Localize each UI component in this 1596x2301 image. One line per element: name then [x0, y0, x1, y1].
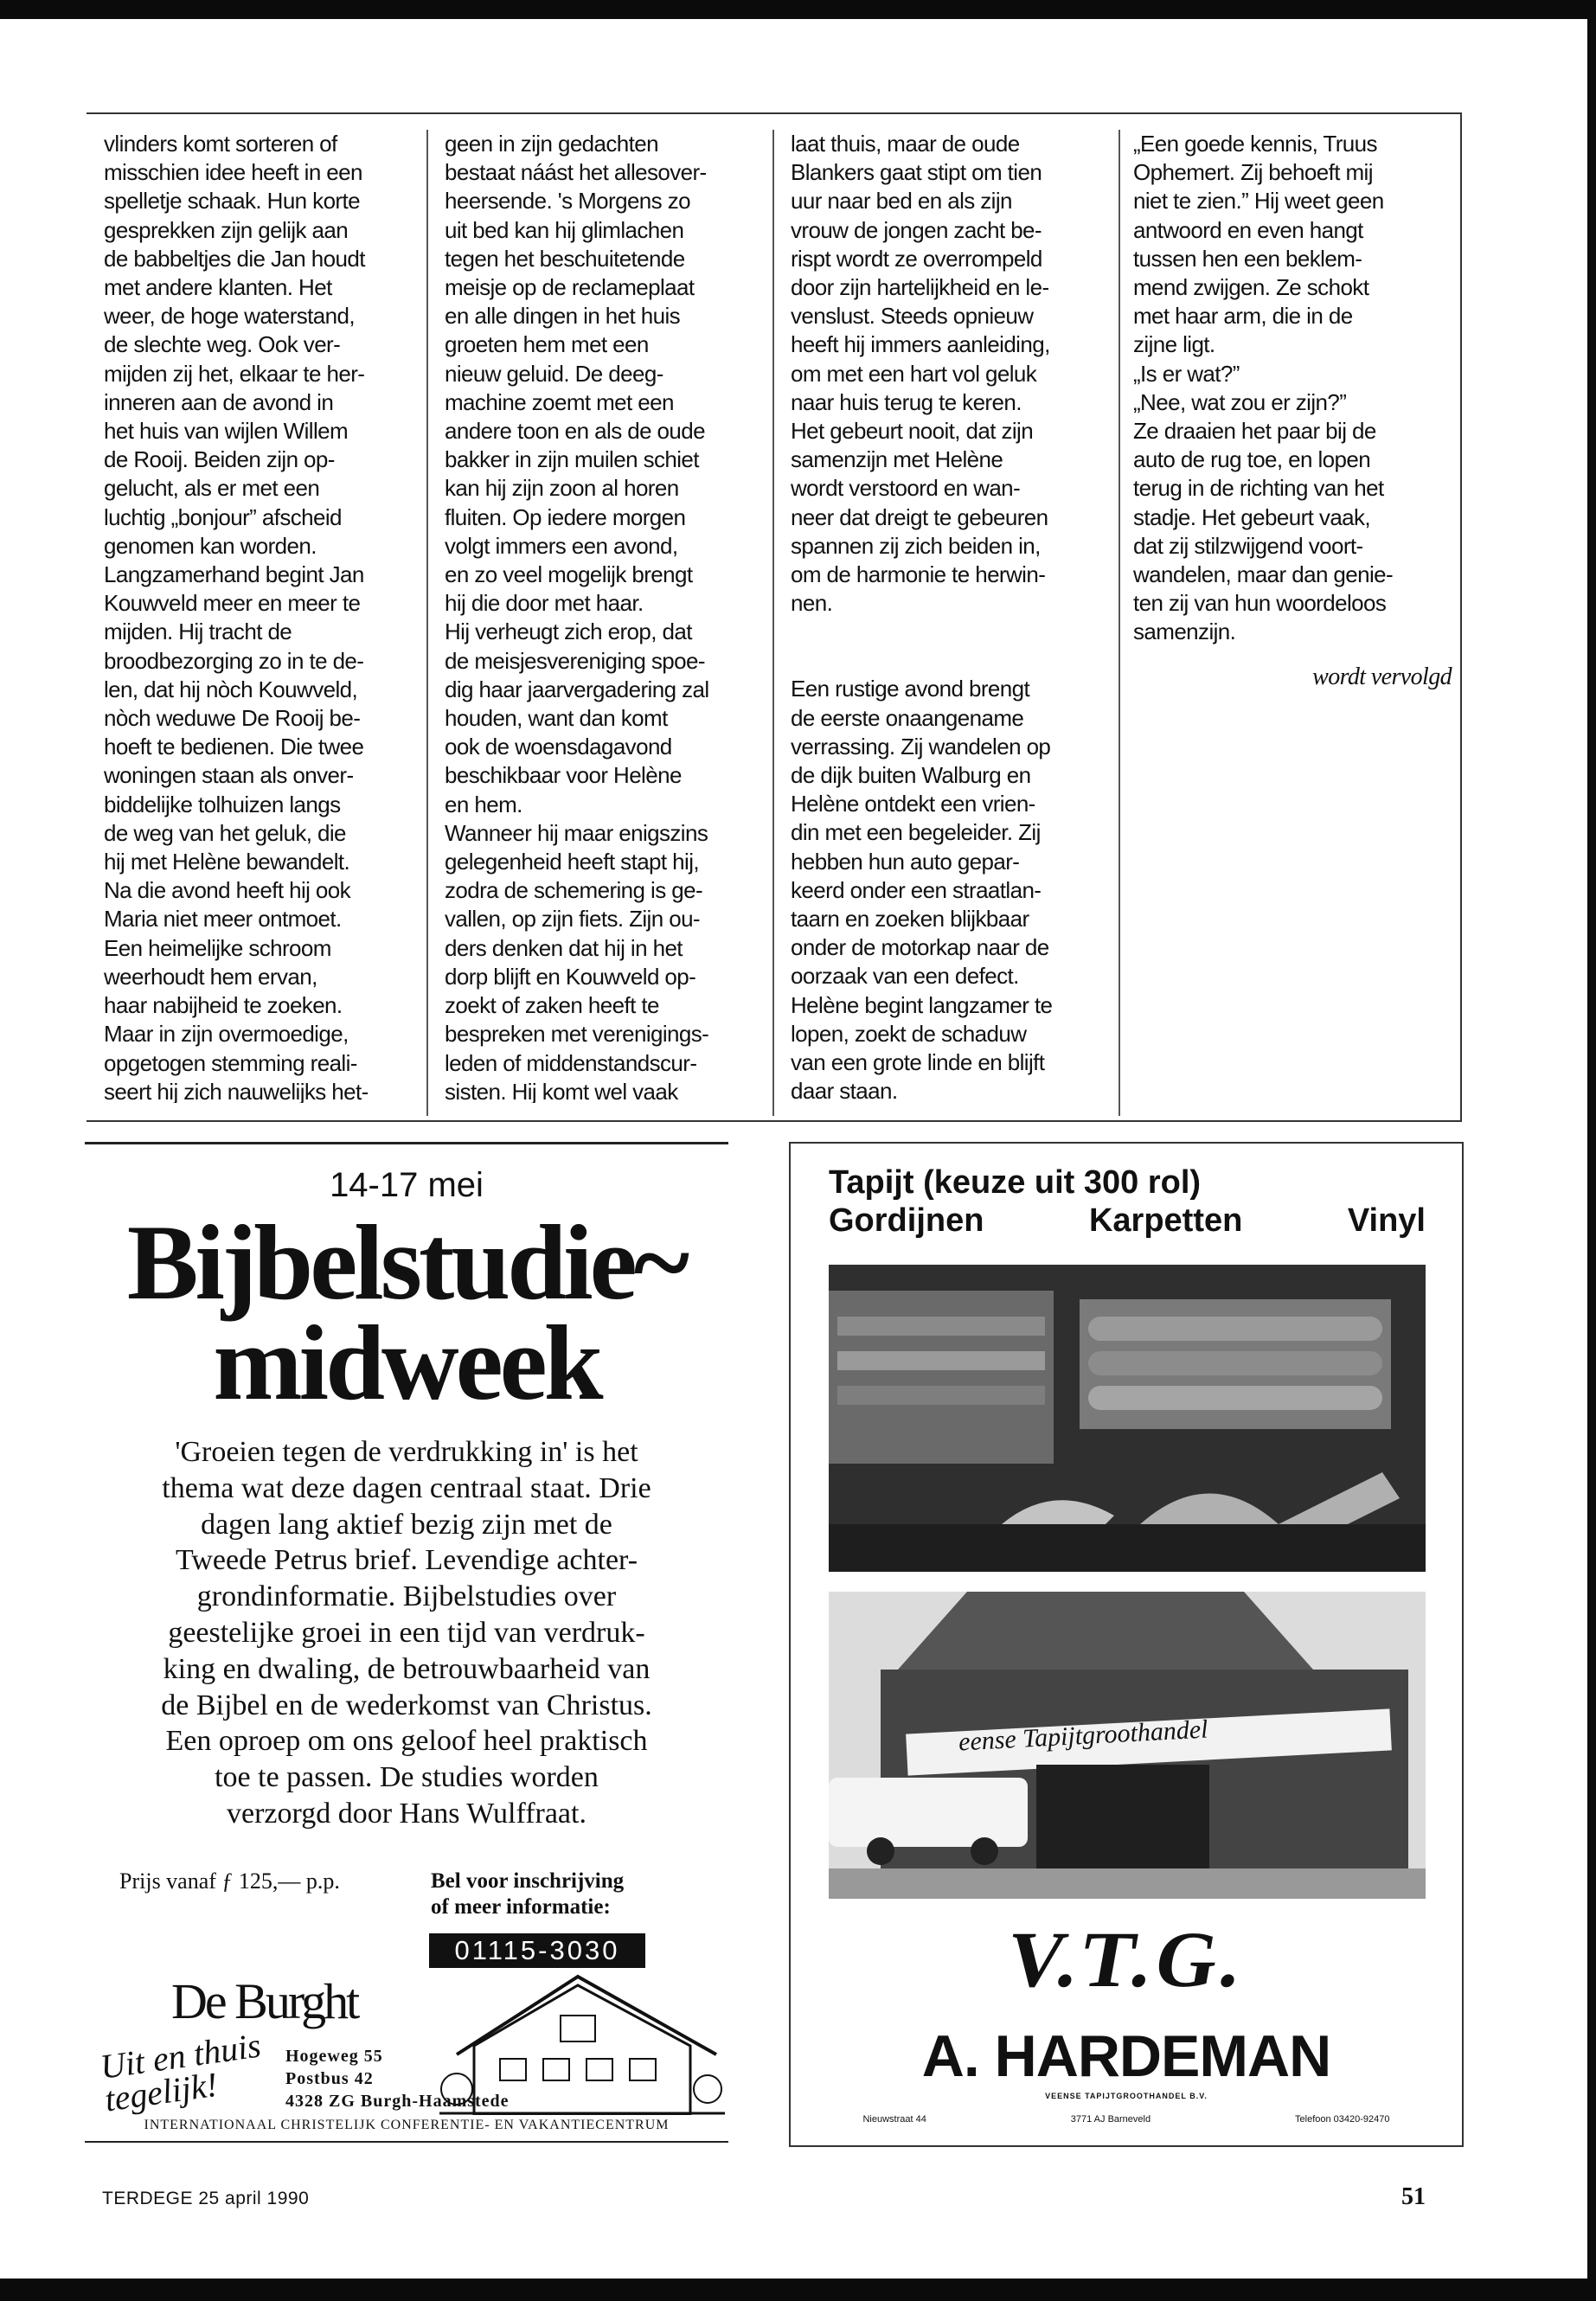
- vtg-logo: V.T.G.: [1000, 1915, 1253, 2003]
- article-column-4: [1133, 130, 1455, 1103]
- continued-note: wordt vervolgd: [1312, 663, 1452, 690]
- ad-top-rule: [85, 1142, 728, 1144]
- scan-border-right: [1587, 0, 1596, 2301]
- carpet-rolls-icon: [829, 1265, 1426, 1572]
- product-item: Vinyl: [1347, 1202, 1426, 1239]
- column-divider: [1118, 130, 1120, 1116]
- magazine-issue: TERDEGE 25 april 1990: [102, 2189, 310, 2208]
- article-text: geen in zijn gedachten bestaat náást het allesover- heersende. 's Morgens zo uit bed kan hij glimlachen tegen het beschuitetende meisje op de reclameplaat en alle dingen in het huis groeten hem met een nieuw geluid. De deeg- machine zoemt met een andere toon en als de oude bakker in zijn muilen schiet kan hij zijn zoon al horen fluiten. Op iedere morgen volgt immers een avond, en zo veel mogelijk brengt hij die door met haar. Hij verheugt zich erop, dat de meisjesvereniging spoe- dig haar jaarvergadering zal houden, want dan komt ook de woensdagavond beschikbaar voor Helène en hem. Wanneer hij maar enigszins gelegenheid heeft stapt hij, zodra de schemering is ge- vallen, op zijn fiets. Zijn ou- ders denken dat hij in het dorp blijft en Kouwveld op- zoekt of zaken heeft te bespreken met verenigings- leden of middenstandscur- sisten. Hij komt wel vaak: [445, 131, 709, 1103]
- company-subtitle: VEENSE TAPIJTGROOTHANDEL B.V.: [1045, 2092, 1208, 2100]
- company-contact: [791, 2114, 1462, 2125]
- contact-address: Nieuwstraat 44: [862, 2114, 926, 2125]
- scan-border-top: [0, 0, 1596, 19]
- store-sign: eense Tapijtgroothandel: [958, 1715, 1209, 1757]
- scan-border-bottom: [0, 2279, 1596, 2301]
- article-text: vlinders komt sorteren of misschien idee heeft in een spelletje schaak. Hun korte gesprekken zijn gelijk aan de babbeltjes die Jan houdt met andere klanten. Het weer, de hoge waterstand, de slechte weg. Ook ver- mijden zij het, elkaar te her- inneren aan de avond in het huis van wijlen Willem de Rooij. Beiden zijn op- gelucht, als er met een luchtig „bonjour” afscheid genomen kan worden. Langzamerhand begint Jan Kouwveld meer en meer te mijden. Hij tracht de broodbezorging zo in te de- len, dat hij nòch Kouwveld, nòch weduwe De Rooij be- hoeft te bedienen. Die twee woningen staan als onver- biddelijke tolhuizen langs de weg van het geluk, die hij met Helène bewandelt. Na die avond heeft hij ook Maria niet meer ontmoet. Een heimelijke schroom weerhoudt hem ervan, haar nabijheid te zoeken. Maar in zijn overmoedige, opgetogen stemming reali- seert hij zich nauwelijks het-: [104, 131, 369, 1103]
- product-item: Gordijnen: [829, 1202, 984, 1239]
- ad-tagline: Uit en thuis tegelijk!: [98, 2025, 264, 2119]
- ad-body-text: 'Groeien tegen de verdrukking in' is het thema wat deze dagen centraal staat. Drie dagen lang aktief bezig zijn met de Tweede Petrus brief. Levendige achter- grondinformatie. Bijbelstudies over geestelijke groei in een tijd van verdruk- king en dwaling, de betrouwbaarheid van de Bijbel en de wederkomst van Christus. Een oproep om ons geloof heel praktisch toe te passen. De studies worden verzorgd door Hans Wulffraat.: [161, 1436, 652, 1830]
- article-column-2: [445, 130, 766, 1103]
- contact-city: 3771 AJ Barneveld: [1070, 2114, 1151, 2125]
- ad-bottom-rule: [85, 2141, 728, 2143]
- contact-phone: Telefoon 03420-92470: [1295, 2114, 1390, 2125]
- ad-headline-line-1: Bijbelstudie~: [126, 1203, 687, 1322]
- column-divider: [772, 130, 774, 1116]
- column-divider: [426, 130, 428, 1116]
- company-name: A. HARDEMAN: [921, 2023, 1331, 2089]
- ad-price: Prijs vanaf ƒ 125,— p.p.: [119, 1868, 340, 1894]
- ad-footer-text: INTERNATIONAAL CHRISTELIJK CONFERENTIE- EN VAKANTIECENTRUM: [144, 2118, 670, 2132]
- product-item: Karpetten: [1088, 1202, 1243, 1239]
- ad-title: Tapijt (keuze uit 300 rol): [829, 1164, 1202, 1201]
- de-burght-logo: De Burght: [171, 1973, 358, 2029]
- page-number: 51: [1401, 2183, 1426, 2210]
- article-column-1: [104, 130, 426, 1103]
- ad-headline-line-2: midweek: [213, 1304, 600, 1422]
- ad-address: Hogeweg 55 Postbus 42 4328 ZG Burgh-Haamstede: [285, 2047, 510, 2111]
- article-text: „Een goede kennis, Truus Ophemert. Zij behoeft mij niet te zien.” Hij weet geen antwoord en even hangt tussen hen een beklem- mend zwijgen. Ze schokt met haar arm, die in de zijne ligt. „Is er wat?” „Nee, wat zou er zijn?” Ze draaien het paar bij de auto de rug toe, en lopen terug in de richting van het stadje. Het gebeurt vaak, dat zij stilzwijgend voort- wandelen, maar dan genie- ten zij van hun woordeloos samenzijn.: [1133, 131, 1394, 645]
- ad-call-to-action: Bel voor inschrijving of meer informatie:: [431, 1869, 625, 1919]
- ad-product-list: [829, 1202, 1426, 1240]
- carpet-store-advertisement: [789, 1142, 1464, 2147]
- ad-dates: 14-17 mei: [330, 1166, 484, 1204]
- bible-study-advertisement: [85, 1142, 728, 2145]
- showroom-photo: [829, 1265, 1426, 1572]
- article-text: laat thuis, maar de oude Blankers gaat stipt om tien uur naar bed en als zijn vrouw de jongen zacht be- rispt wordt ze overrompeld door zijn hartelijkheid en le- venslust. Steeds opnieuw heeft hij immers aanleiding, om met een hart vol geluk naar huis terug te keren. Het gebeurt nooit, dat zijn samenzijn met Helène wordt verstoord en wan- neer dat dreigt te gebeuren spannen zij zich beiden in, om de harmonie te herwin- nen.: [791, 131, 1050, 617]
- ad-phone-number: 01115-3030: [429, 1933, 645, 1968]
- storefront-photo: [829, 1592, 1426, 1899]
- article-column-3: [791, 130, 1112, 1103]
- article-continuation: [87, 112, 1462, 1122]
- ad-headline: [85, 1203, 728, 1422]
- article-text: Een rustige avond brengt de eerste onaangename verrassing. Zij wandelen op de dijk buiten Walburg en Helène ontdekt een vrien- din met een begeleider. Zij hebben hun auto gepar- keerd onder een straatlan- taarn en zoeken blijkbaar onder de motorkap naar de oorzaak van een defect. Helène begint langzamer te lopen, zoekt de schaduw van een grote linde en blijft daar staan.: [791, 676, 1053, 1103]
